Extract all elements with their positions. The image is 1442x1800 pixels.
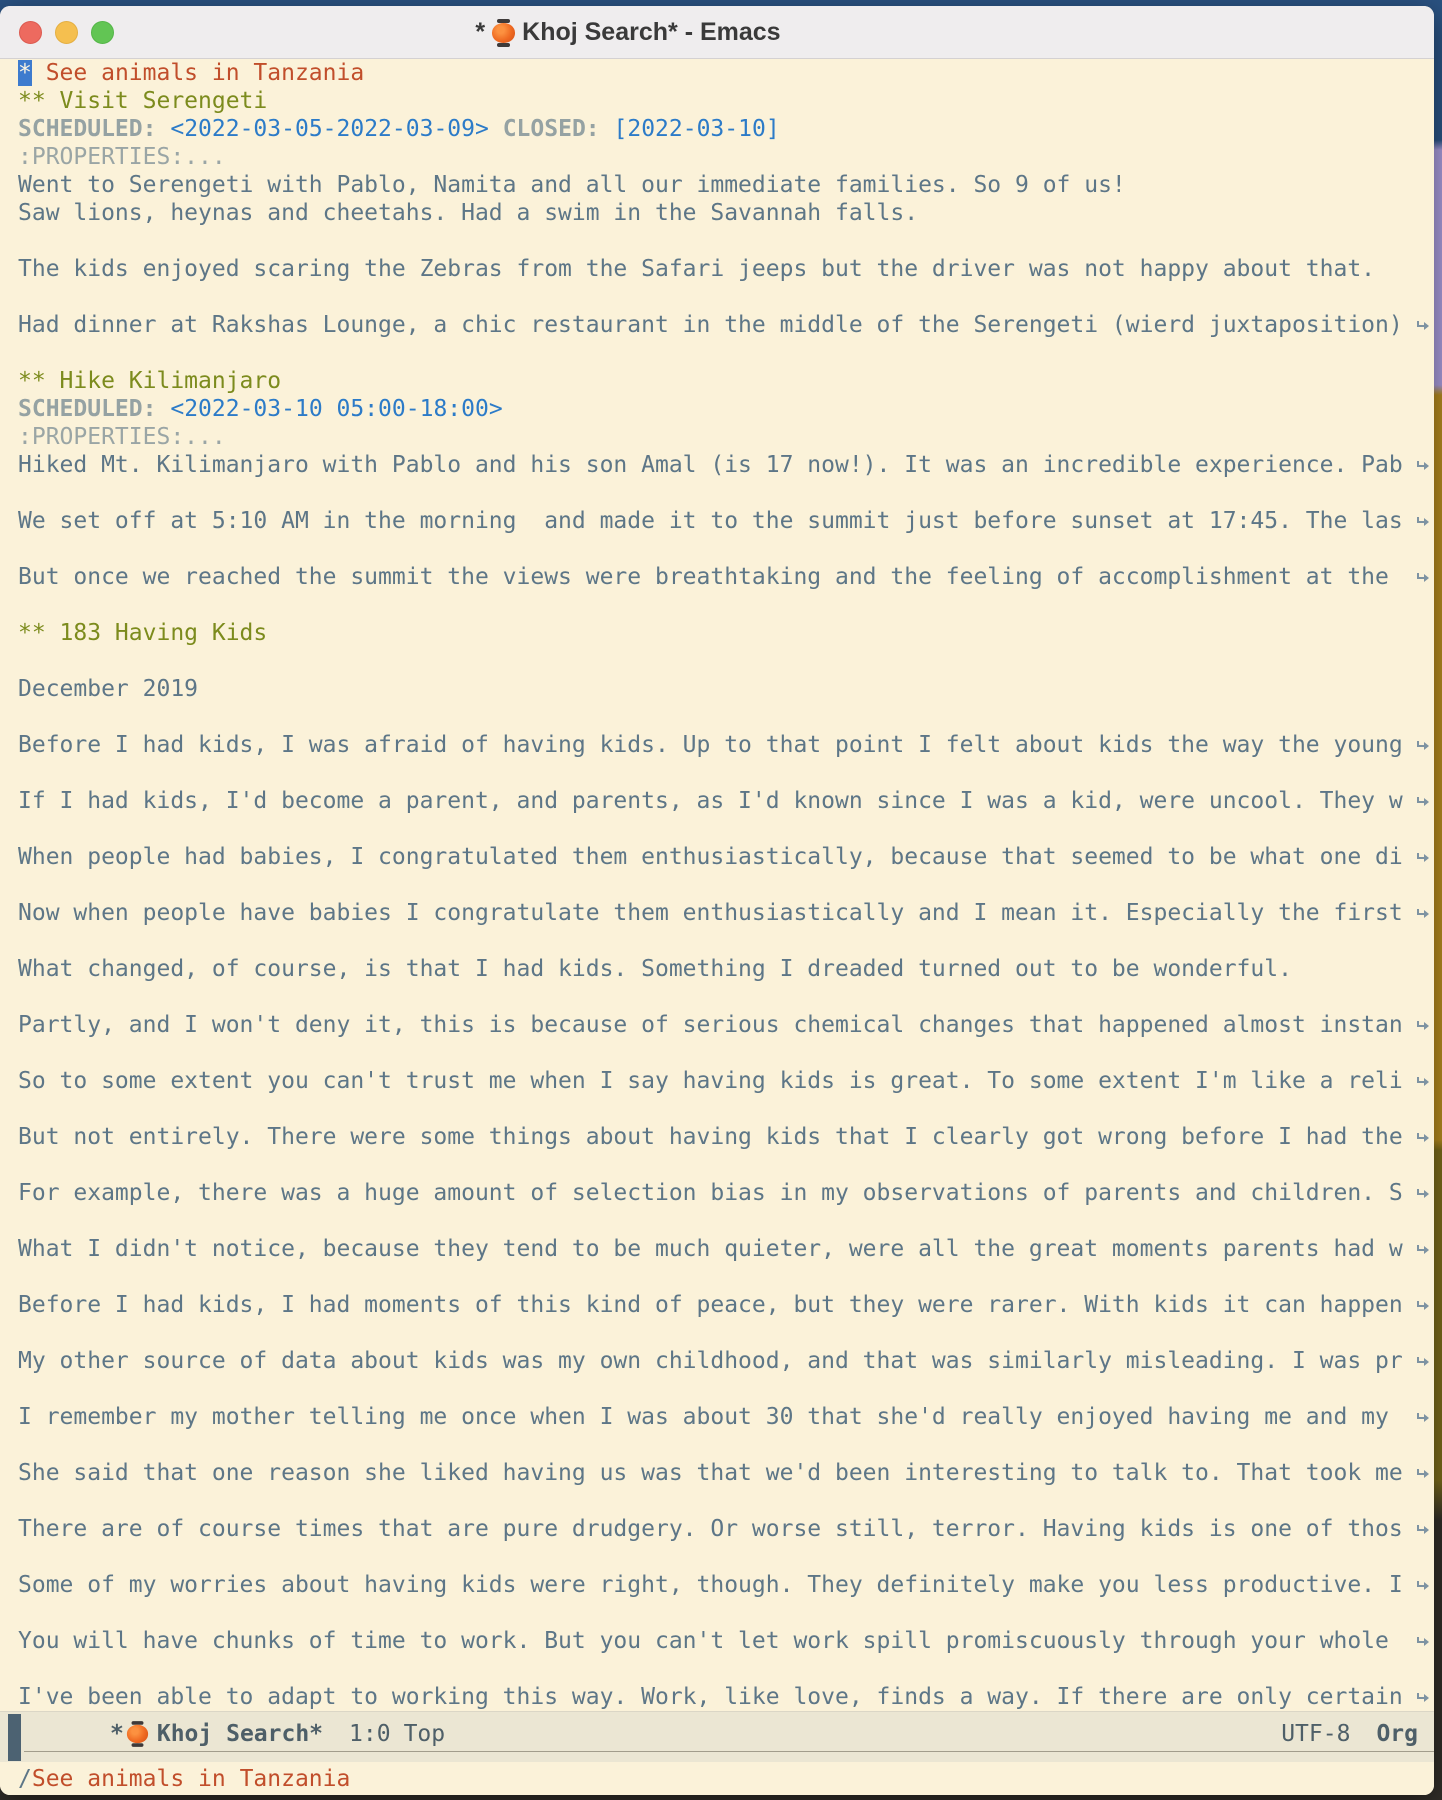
blank-line (18, 1375, 1434, 1403)
text-segment-body: She said that one reason she liked having us was that we'd been interesting to talk to. That took me (18, 1460, 1403, 1486)
text-segment-body: I remember my mother telling me once when I was about 30 that she'd really enjoyed having me and my (18, 1404, 1403, 1430)
search-prompt: / (18, 1765, 32, 1792)
body-line[interactable] (18, 955, 1434, 983)
blank-line (18, 535, 1434, 563)
text-segment-h1: See animals in Tanzania (31, 60, 365, 86)
properties-drawer[interactable] (18, 423, 1434, 451)
blank-line (18, 1319, 1434, 1347)
text-segment-body: Before I had kids, I was afraid of having kids. Up to that point I felt about kids the way the young (18, 732, 1403, 758)
text-segment-body: I've been able to adapt to working this way. Work, like love, finds a way. If there are only certain (18, 1684, 1403, 1710)
line-continuation-arrow-icon (1416, 1187, 1432, 1201)
text-segment-body: What I didn't notice, because they tend to be much quieter, were all the great moments parents had w (18, 1236, 1403, 1262)
buffer-name: Khoj Search* (156, 1721, 324, 1747)
text-segment-date: <2022-03-10 05:00-18:00> (170, 396, 503, 422)
body-line[interactable] (18, 171, 1434, 199)
body-line[interactable] (18, 563, 1434, 591)
text-segment-body: You will have chunks of time to work. But you can't let work spill promiscuously through your whole (18, 1628, 1403, 1654)
blank-line (18, 1599, 1434, 1627)
text-segment-kw: SCHEDULED: (18, 396, 157, 422)
line-continuation-arrow-icon (1416, 1243, 1432, 1257)
body-line[interactable] (18, 1459, 1434, 1487)
text-segment-h2: ** 183 Having Kids (18, 620, 268, 646)
body-line[interactable] (18, 1347, 1434, 1375)
blank-line (18, 703, 1434, 731)
line-continuation-arrow-icon (1416, 1579, 1432, 1593)
title-text: Khoj Search* - Emacs (522, 18, 781, 46)
line-continuation-arrow-icon (1416, 1523, 1432, 1537)
line-continuation-arrow-icon (1416, 795, 1432, 809)
properties-drawer[interactable] (18, 143, 1434, 171)
text-segment-kw: CLOSED: (502, 116, 600, 142)
planning-line[interactable] (18, 115, 1434, 143)
text-segment-body: We set off at 5:10 AM in the morning and made it to the summit just before sunset at 17:45. The las (18, 508, 1403, 534)
text-segment-plain (600, 116, 614, 142)
blank-line (18, 647, 1434, 675)
text-segment-body: Before I had kids, I had moments of this kind of peace, but they were rarer. With kids it can happen (18, 1292, 1403, 1318)
body-line[interactable] (18, 731, 1434, 759)
line-continuation-arrow-icon (1416, 459, 1432, 473)
text-segment-body: Partly, and I won't deny it, this is because of serious chemical changes that happened almost instan (18, 1012, 1403, 1038)
text-segment-body: So to some extent you can't trust me when I say having kids is great. To some extent I'm like a reli (18, 1068, 1403, 1094)
body-line[interactable] (18, 1179, 1434, 1207)
line-continuation-arrow-icon (1416, 515, 1432, 529)
izakaya-lantern-icon (492, 19, 515, 47)
text-segment-cursor: * (18, 60, 32, 86)
body-line[interactable] (18, 255, 1434, 283)
text-segment-body: My other source of data about kids was my own childhood, and that was similarly misleading. I was pr (18, 1348, 1403, 1374)
blank-line (18, 1655, 1434, 1683)
blank-line (18, 1543, 1434, 1571)
line-continuation-arrow-icon (1416, 1019, 1432, 1033)
text-segment-h2: ** Visit Serengeti (18, 88, 268, 114)
text-segment-drawer: :PROPERTIES:... (18, 144, 226, 170)
body-line[interactable] (18, 1067, 1434, 1095)
blank-line (18, 339, 1434, 367)
text-segment-body: When people had babies, I congratulated them enthusiastically, because that seemed to be what one di (18, 844, 1403, 870)
text-segment-body: The kids enjoyed scaring the Zebras from the Safari jeeps but the driver was not happy about that. (18, 256, 1376, 282)
buffer-area[interactable] (0, 59, 1434, 1711)
window-title (0, 6, 1256, 59)
text-segment-body: What changed, of course, is that I had kids. Something I dreaded turned out to be wonderful. (18, 956, 1292, 982)
body-line[interactable] (18, 1515, 1434, 1543)
body-line[interactable] (18, 1291, 1434, 1319)
text-segment-body: Some of my worries about having kids were right, though. They definitely make you less productive. I (18, 1572, 1403, 1598)
blank-line (18, 1039, 1434, 1067)
emacs-window (0, 6, 1434, 1795)
heading-2[interactable] (18, 87, 1434, 115)
modeline-buffer-info (110, 1712, 445, 1756)
body-line[interactable] (18, 1571, 1434, 1599)
body-line[interactable] (18, 675, 1434, 703)
blank-line (18, 1263, 1434, 1291)
text-segment-body: There are of course times that are pure drudgery. Or worse still, terror. Having kids is one of thos (18, 1516, 1403, 1542)
line-continuation-arrow-icon (1416, 1355, 1432, 1369)
line-continuation-arrow-icon (1416, 571, 1432, 585)
body-line[interactable] (18, 843, 1434, 871)
titlebar (0, 6, 1434, 59)
text-segment-plain (156, 396, 170, 422)
line-continuation-arrow-icon (1416, 1467, 1432, 1481)
blank-line (18, 1487, 1434, 1515)
scroll-position: Top (403, 1721, 446, 1747)
text-segment-date: <2022-03-05-2022-03-09> (170, 116, 489, 142)
heading-2[interactable] (18, 619, 1434, 647)
modeline-fringe-bar (8, 1714, 21, 1761)
text-segment-body: December 2019 (18, 676, 199, 702)
body-line[interactable] (18, 899, 1434, 927)
text-segment-body: Saw lions, heynas and cheetahs. Had a swim in the Savannah falls. (18, 200, 919, 226)
text-segment-plain (489, 116, 503, 142)
body-line[interactable] (18, 507, 1434, 535)
body-line[interactable] (18, 199, 1434, 227)
blank-line (18, 1151, 1434, 1179)
modeline-status (1281, 1712, 1418, 1756)
text-segment-plain (156, 116, 170, 142)
body-line[interactable] (18, 451, 1434, 479)
heading-1[interactable] (18, 59, 1434, 87)
blank-line (18, 983, 1434, 1011)
line-continuation-arrow-icon (1416, 851, 1432, 865)
blank-line (18, 927, 1434, 955)
planning-line[interactable] (18, 395, 1434, 423)
text-segment-drawer: :PROPERTIES:... (18, 424, 226, 450)
modeline (0, 1711, 1434, 1762)
text-segment-body: Now when people have babies I congratulate them enthusiastically and I mean it. Especially the first (18, 900, 1403, 926)
line-continuation-arrow-icon (1416, 1299, 1432, 1313)
body-line[interactable] (18, 1123, 1434, 1151)
heading-2[interactable] (18, 367, 1434, 395)
blank-line (18, 1207, 1434, 1235)
body-line[interactable] (18, 311, 1434, 339)
blank-line (18, 871, 1434, 899)
search-query-text: See animals in Tanzania (31, 1765, 351, 1792)
text-segment-body: But not entirely. There were some things about having kids that I clearly got wrong before I had the (18, 1124, 1403, 1150)
text-segment-body: For example, there was a huge amount of selection bias in my observations of parents and children. S (18, 1180, 1403, 1206)
text-segment-body: Went to Serengeti with Pablo, Namita and all our immediate families. So 9 of us! (18, 172, 1126, 198)
blank-line (18, 1095, 1434, 1123)
cursor-position: 1:0 (349, 1721, 391, 1747)
line-continuation-arrow-icon (1416, 739, 1432, 753)
body-line[interactable] (18, 1011, 1434, 1039)
body-line[interactable] (18, 1235, 1434, 1263)
text-segment-body: Hiked Mt. Kilimanjaro with Pablo and his son Amal (is 17 now!). It was an incredible experience. Pab (18, 452, 1403, 478)
blank-line (18, 227, 1434, 255)
body-line[interactable] (18, 787, 1434, 815)
line-continuation-arrow-icon (1416, 1691, 1432, 1705)
blank-line (18, 815, 1434, 843)
text-segment-body: Had dinner at Rakshas Lounge, a chic restaurant in the middle of the Serengeti (wierd juxtaposition) (18, 312, 1403, 338)
text-segment-date: [2022-03-10] (613, 116, 780, 142)
line-continuation-arrow-icon (1416, 1411, 1432, 1425)
line-continuation-arrow-icon (1416, 1075, 1432, 1089)
major-mode-label[interactable]: Org (1376, 1721, 1418, 1747)
izakaya-lantern-icon (127, 1721, 148, 1747)
line-continuation-arrow-icon (1416, 319, 1432, 333)
text-segment-body: But once we reached the summit the views were breathtaking and the feeling of accomplishment at the (18, 564, 1403, 590)
buffer-modified-indicator: * (110, 1721, 124, 1747)
blank-line (18, 1431, 1434, 1459)
text-segment-kw: SCHEDULED: (18, 116, 157, 142)
body-line[interactable] (18, 1683, 1434, 1711)
minibuffer[interactable] (0, 1762, 1434, 1795)
body-line[interactable] (18, 1627, 1434, 1655)
line-continuation-arrow-icon (1416, 907, 1432, 921)
text-segment-h2: ** Hike Kilimanjaro (18, 368, 282, 394)
text-segment-body: If I had kids, I'd become a parent, and parents, as I'd known since I was a kid, were uncool. They w (18, 788, 1403, 814)
title-prefix: * (475, 18, 486, 46)
blank-line (18, 591, 1434, 619)
body-line[interactable] (18, 1403, 1434, 1431)
blank-line (18, 283, 1434, 311)
blank-line (18, 759, 1434, 787)
blank-line (18, 479, 1434, 507)
line-continuation-arrow-icon (1416, 1635, 1432, 1649)
encoding-label: UTF-8 (1281, 1721, 1351, 1747)
line-continuation-arrow-icon (1416, 1131, 1432, 1145)
